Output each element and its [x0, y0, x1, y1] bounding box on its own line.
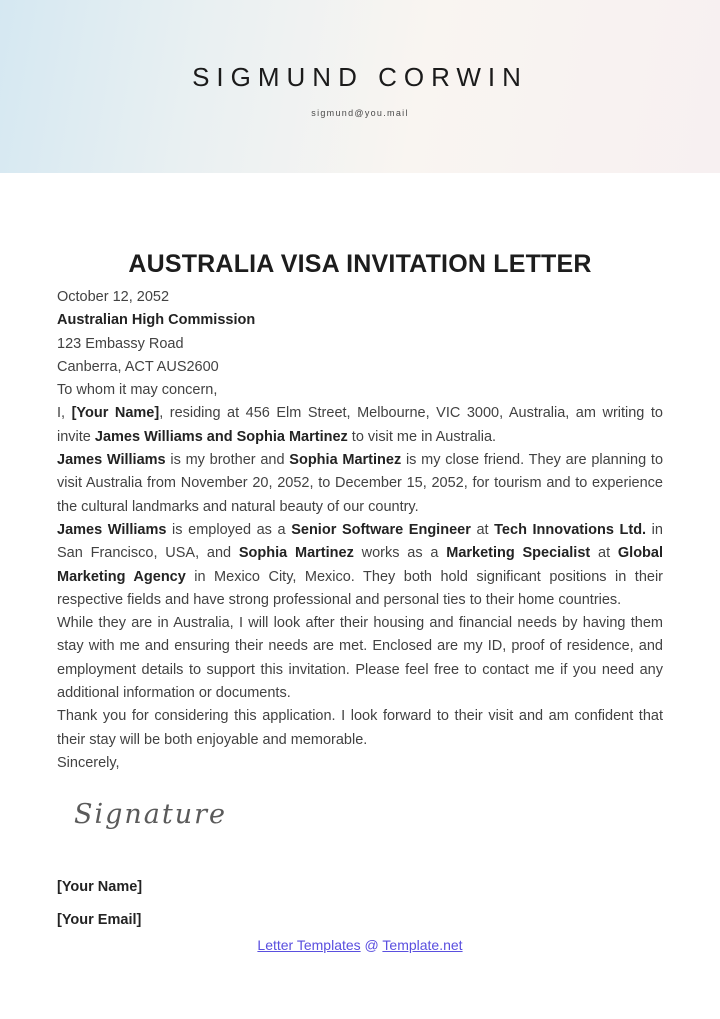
letter-content [0, 249, 720, 928]
signature-script: Signature [74, 798, 228, 830]
letter-title: AUSTRALIA VISA INVITATION LETTER [128, 250, 592, 278]
sender-name: SIGMUND CORWIN [192, 61, 528, 92]
signoff-email: [Your Email] [57, 912, 142, 929]
paragraph-relationship: James Williams is my brother and Sophia Martinez is my close friend. They are planning to visit Australia from November 20, 2052, to December 15, 2052, for tourism and to experience the cultural landmarks and natural beauty of our country. [57, 452, 664, 515]
letter-body [57, 286, 663, 775]
recipient-name: Australian High Commission [57, 312, 256, 329]
letter-templates-link[interactable]: Letter Templates [257, 937, 361, 954]
paragraph-thanks: Thank you for considering this application. I look forward to their visit and am confident that their stay will be both enjoyable and memorable. [57, 708, 663, 748]
template-net-link[interactable]: Template.net [382, 937, 463, 954]
letterhead [0, 0, 720, 173]
signoff-name: [Your Name] [57, 879, 143, 896]
recipient-address-line1: 123 Embassy Road [57, 335, 184, 352]
footer-attribution [0, 937, 720, 953]
footer-separator: @ [360, 937, 383, 954]
paragraph-introduction: I, [Your Name], residing at 456 Elm Street, Melbourne, VIC 3000, Australia, am writing to invite James Williams and Sophia Martinez to visit me in Australia. [57, 405, 663, 445]
sender-email: sigmund@you.mail [311, 107, 409, 118]
letter-date: October 12, 2052 [57, 289, 170, 305]
salutation: To whom it may concern, [57, 382, 218, 399]
paragraph-employment: James Williams is employed as a Senior Software Engineer at Tech Innovations Ltd. in San Francisco, USA, and Sophia Martinez works as a Marketing Specialist at Global Marketing Agency in Mexico City, Mexico. They both hold significant positions in their respective fields and have strong professional and personal ties to their home countries. [57, 521, 664, 608]
recipient-address-line2: Canberra, ACT AUS2600 [57, 358, 219, 375]
closing: Sincerely, [57, 754, 120, 771]
paragraph-support: While they are in Australia, I will look after their housing and financial needs by having them stay with me and ensuring their needs are met. Enclosed are my ID, proof of residence, and employment details to support this invitation. Please feel free to contact me if you need any additional information or documents. [57, 615, 663, 702]
